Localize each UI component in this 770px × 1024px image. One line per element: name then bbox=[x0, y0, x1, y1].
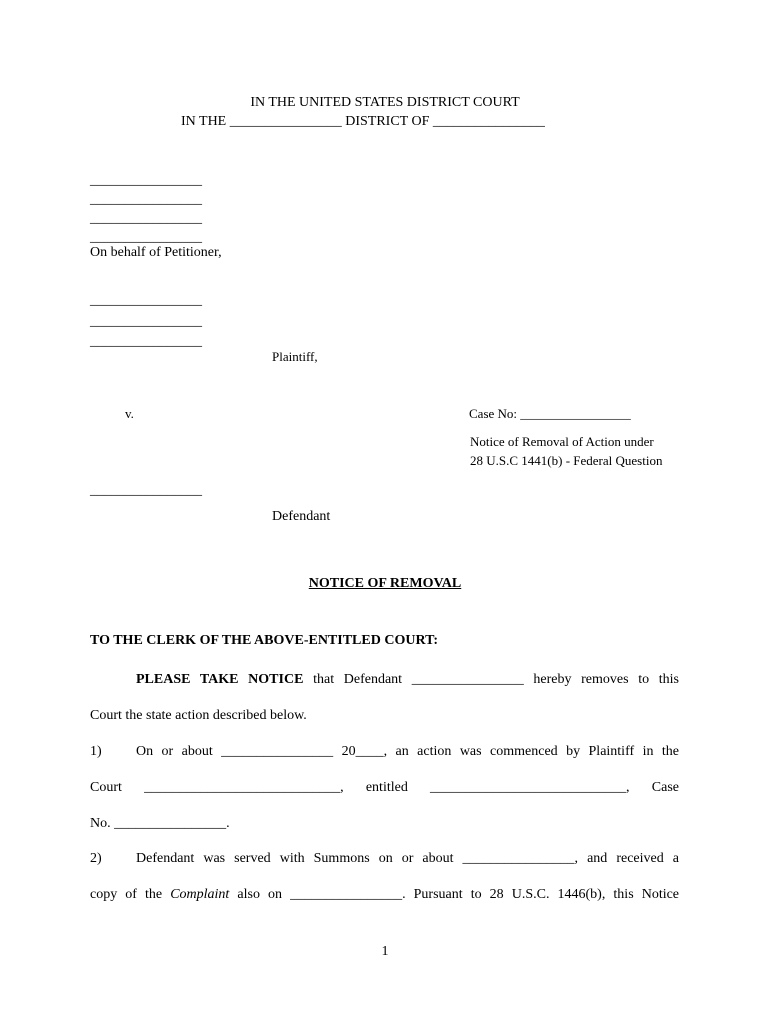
notice-caption-line2: 28 U.S.C 1441(b) - Federal Question bbox=[470, 453, 663, 468]
item-2-line1: Defendant was served with Summons on or about ________________, and received a bbox=[136, 851, 679, 866]
petitioner-blank-3: ________________ bbox=[90, 211, 202, 226]
p1-line1-rest: that Defendant ________________ hereby removes to this bbox=[313, 672, 680, 687]
petitioner-blank-2: ________________ bbox=[90, 192, 202, 207]
case-number: Case No: _________________ bbox=[469, 406, 631, 421]
court-header-line1: IN THE UNITED STATES DISTRICT COURT bbox=[250, 95, 520, 110]
item-2-line2-start: copy of the bbox=[90, 887, 163, 902]
body-paragraph-1-line2: Court the state action described below. bbox=[90, 708, 307, 723]
defendant-label: Defendant bbox=[272, 509, 331, 524]
petitioner-blank-4: ________________ bbox=[90, 230, 202, 245]
plaintiff-label: Plaintiff, bbox=[272, 349, 318, 364]
item-1-line2: Court ____________________________, entitled ____________________________, Case bbox=[90, 780, 679, 795]
defendant-blank: ________________ bbox=[90, 483, 202, 498]
plaintiff-blank-1: ________________ bbox=[90, 293, 202, 308]
document-title: NOTICE OF REMOVAL bbox=[308, 576, 462, 591]
item-1-line3: No. ________________. bbox=[90, 816, 230, 831]
plaintiff-blank-3: ________________ bbox=[90, 334, 202, 349]
court-header-line2: IN THE ________________ DISTRICT OF ________________ bbox=[181, 114, 545, 129]
item-1-number: 1) bbox=[90, 744, 102, 759]
plaintiff-blank-2: ________________ bbox=[90, 314, 202, 329]
addressee-heading: TO THE CLERK OF THE ABOVE-ENTITLED COURT: bbox=[90, 633, 439, 648]
petitioner-blank-1: ________________ bbox=[90, 173, 202, 188]
notice-caption-line1: Notice of Removal of Action under bbox=[470, 434, 654, 449]
body-paragraph-1-line1 bbox=[136, 671, 679, 689]
item-2-number: 2) bbox=[90, 851, 102, 866]
complaint-italic: Complaint bbox=[170, 887, 230, 902]
please-take-notice: PLEASE TAKE NOTICE bbox=[136, 672, 304, 687]
item-2-line2-end: also on ________________. Pursuant to 28 U.S.C. 1446(b), this Notice bbox=[237, 887, 680, 902]
page-number: 1 bbox=[381, 944, 389, 959]
versus-label: v. bbox=[125, 406, 134, 421]
item-2-line2 bbox=[90, 886, 679, 904]
item-1-line1: On or about ________________ 20____, an action was commenced by Plaintiff in the bbox=[136, 744, 679, 759]
petitioner-label: On behalf of Petitioner, bbox=[90, 245, 222, 260]
